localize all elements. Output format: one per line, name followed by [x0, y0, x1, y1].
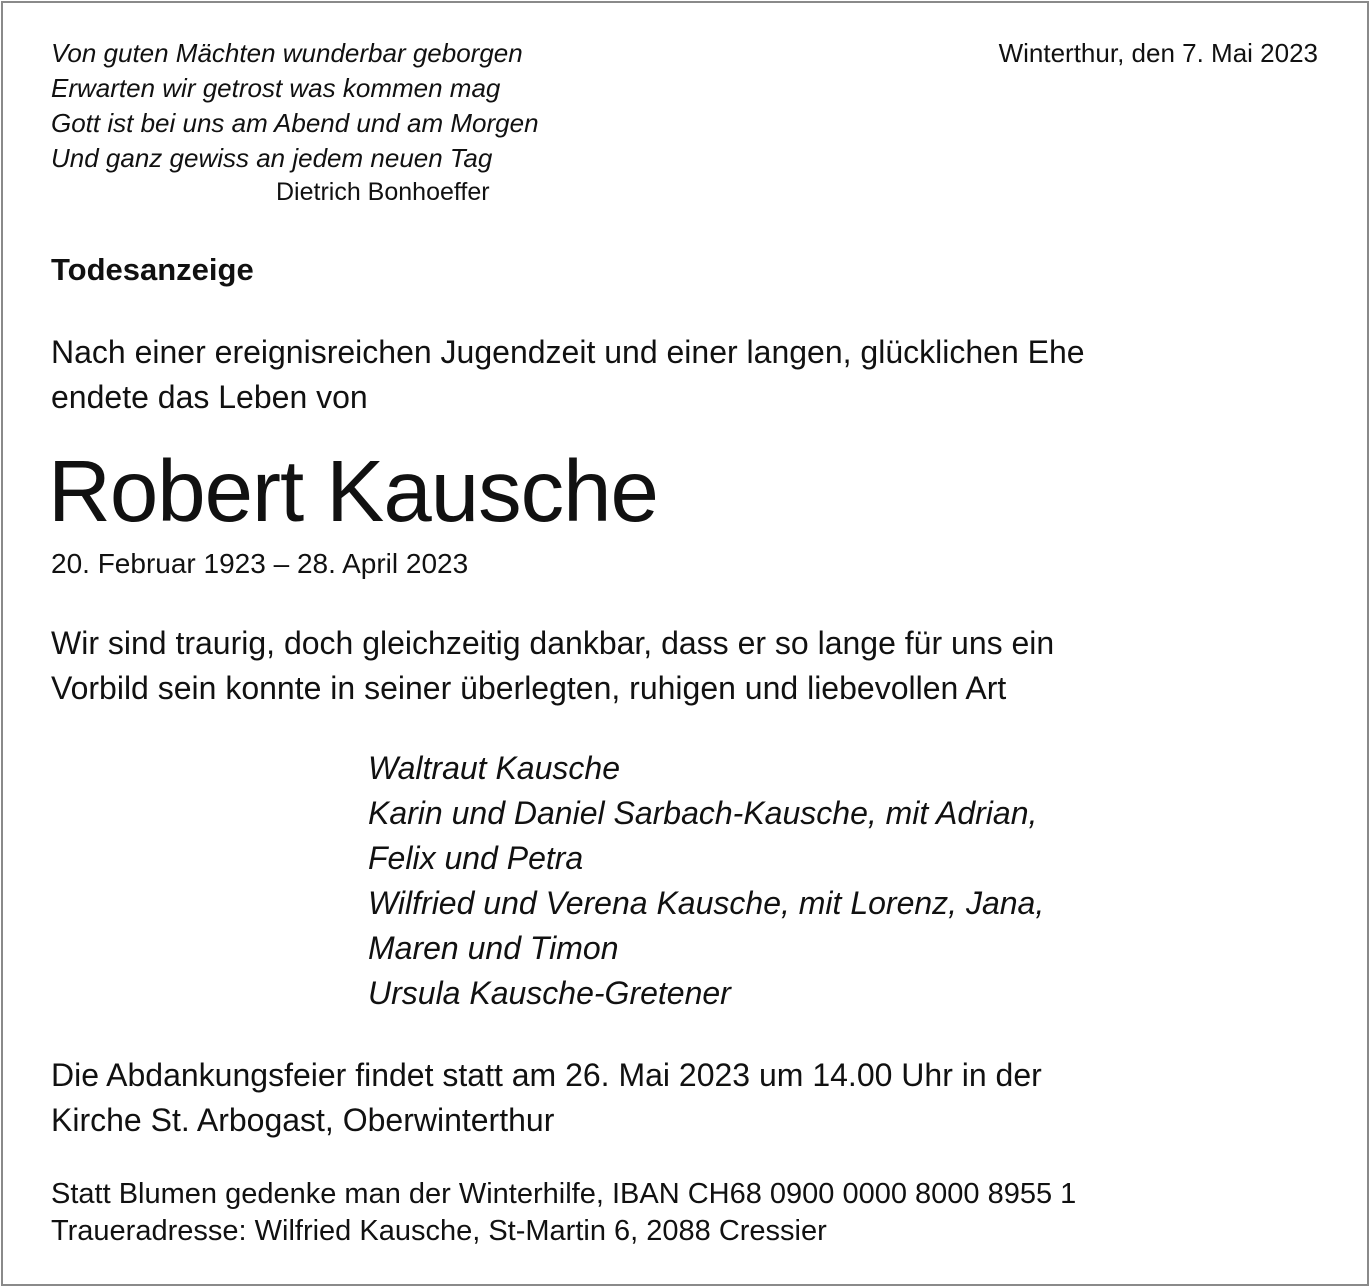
deceased-name: Robert Kausche — [48, 443, 658, 540]
tribute-text — [51, 621, 1054, 711]
mourning-address: Traueradresse: Wilfried Kausche, St-Martin 6, 2088 Cressier — [51, 1215, 827, 1247]
mourner-line: Karin und Daniel Sarbach-Kausche, mit Adrian, — [368, 795, 1038, 831]
place-date: Winterthur, den 7. Mai 2023 — [998, 38, 1318, 68]
tribute-line: Vorbild sein konnte in seiner überlegten, ruhigen und liebevollen Art — [51, 670, 1007, 706]
mourner-line: Felix und Petra — [368, 840, 584, 876]
mourner-line: Ursula Kausche-Gretener — [368, 975, 731, 1011]
ceremony-line: Kirche St. Arbogast, Oberwinterthur — [51, 1102, 555, 1138]
mourner-line: Wilfried und Verena Kausche, mit Lorenz, Jana, — [368, 885, 1045, 921]
donation-and-address — [51, 1176, 1076, 1250]
mourners-list — [368, 746, 1044, 1016]
intro-line: Nach einer ereignisreichen Jugendzeit und einer langen, glücklichen Ehe — [51, 334, 1085, 370]
donation-note: Statt Blumen gedenke man der Winterhilfe, IBAN CH68 0900 0000 8000 8955 1 — [51, 1178, 1077, 1210]
tribute-line: Wir sind traurig, doch gleichzeitig dankbar, dass er so lange für uns ein — [51, 625, 1055, 661]
notice-heading: Todesanzeige — [51, 252, 254, 287]
poem-author: Dietrich Bonhoeffer — [276, 178, 490, 206]
poem-line: Erwarten wir getrost was kommen mag — [51, 73, 501, 103]
mourner-line: Waltraut Kausche — [368, 750, 620, 786]
ceremony-line: Die Abdankungsfeier findet statt am 26. Mai 2023 um 14.00 Uhr in der — [51, 1057, 1042, 1093]
ceremony-info — [51, 1053, 1042, 1143]
intro-text — [51, 330, 1085, 420]
poem-line: Gott ist bei uns am Abend und am Morgen — [51, 108, 539, 138]
poem — [51, 36, 539, 176]
mourner-line: Maren und Timon — [368, 930, 619, 966]
intro-line: endete das Leben von — [51, 379, 368, 415]
poem-line: Von guten Mächten wunderbar geborgen — [51, 38, 523, 68]
poem-line: Und ganz gewiss an jedem neuen Tag — [51, 143, 493, 173]
life-dates: 20. Februar 1923 – 28. April 2023 — [51, 548, 469, 579]
